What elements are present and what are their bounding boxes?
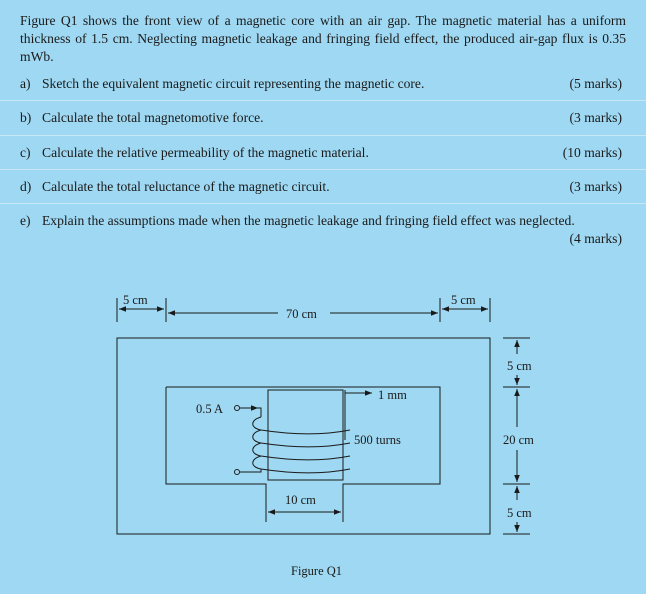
question-marks: (4 marks) bbox=[569, 231, 622, 246]
label-current: 0.5 A bbox=[196, 402, 224, 416]
label-dim-top: 5 cm bbox=[507, 359, 532, 373]
core-centre-leg bbox=[268, 390, 343, 480]
label-dim-height: 20 cm bbox=[503, 433, 534, 447]
question-letter: e) bbox=[20, 213, 31, 228]
coil-terminal-bottom bbox=[235, 470, 240, 475]
question-marks: (3 marks) bbox=[569, 179, 622, 194]
figure-caption: Figure Q1 bbox=[291, 564, 343, 578]
problem-statement: Figure Q1 shows the front view of a magnetic core with an air gap. The magnetic material has a uniform thickness of 1.5 cm. Neglecting magnetic leakage and fringing field effect, the produced air-gap flux is 0.35 mWb. bbox=[20, 13, 626, 64]
question-letter: d) bbox=[20, 179, 32, 194]
question-marks: (5 marks) bbox=[569, 76, 622, 91]
question-marks: (3 marks) bbox=[569, 110, 622, 125]
label-dim-bottom: 5 cm bbox=[507, 506, 532, 520]
question-marks: (10 marks) bbox=[562, 145, 622, 160]
question-text: Explain the assumptions made when the magnetic leakage and fringing field effect was neglected. bbox=[42, 213, 575, 228]
question-letter: b) bbox=[20, 110, 32, 125]
label-dim-width: 70 cm bbox=[286, 307, 317, 321]
label-air-gap: 1 mm bbox=[378, 388, 407, 402]
question-text: Calculate the relative permeability of the magnetic material. bbox=[42, 145, 369, 160]
label-dim-left: 5 cm bbox=[123, 293, 148, 307]
question-text: Calculate the total magnetomotive force. bbox=[42, 110, 264, 125]
question-text: Sketch the equivalent magnetic circuit representing the magnetic core. bbox=[42, 76, 425, 91]
label-dim-right: 5 cm bbox=[451, 293, 476, 307]
coil-terminal-top bbox=[235, 406, 240, 411]
question-text: Calculate the total reluctance of the magnetic circuit. bbox=[42, 179, 330, 194]
label-turns: 500 turns bbox=[354, 433, 401, 447]
question-letter: a) bbox=[20, 76, 31, 91]
question-letter: c) bbox=[20, 145, 31, 160]
label-leg-width: 10 cm bbox=[285, 493, 316, 507]
